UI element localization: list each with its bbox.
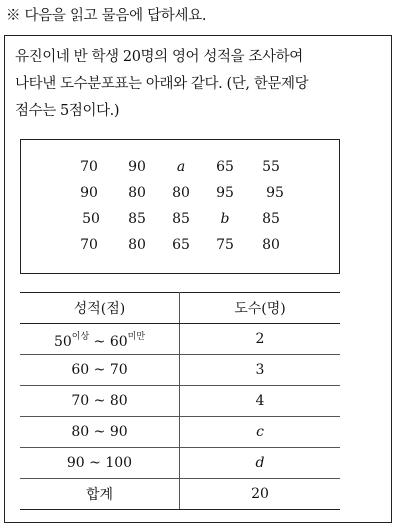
range-end: 90	[109, 424, 128, 440]
problem-line: 유진이네 반 학생 20명의 영어 성적을 조사하여	[15, 49, 303, 65]
score-range-cell	[20, 355, 180, 386]
score-value: 75	[216, 237, 234, 253]
frequency-value: c	[256, 424, 264, 440]
problem-line: 점수는 5점이다.)	[15, 103, 120, 119]
score-value: 70	[80, 237, 98, 253]
score-value: 95	[266, 185, 284, 201]
range-separator: ~	[89, 424, 110, 440]
header-frequency: 도수(명)	[180, 293, 341, 324]
score-range-cell	[20, 448, 180, 479]
frequency-value: 4	[255, 393, 265, 409]
problem-statement	[15, 44, 385, 125]
problem-box	[4, 35, 392, 523]
problem-line: 나타낸 도수분포표는 아래와 같다. (단, 한문제당	[15, 76, 309, 92]
table-row	[20, 448, 340, 479]
range-start: 60	[71, 362, 90, 378]
score-data-box	[20, 139, 340, 274]
score-value: b	[220, 211, 230, 227]
total-row	[20, 479, 340, 510]
frequency-value: 2	[255, 331, 265, 347]
range-separator: ~	[84, 455, 106, 471]
frequency-value: 3	[255, 362, 265, 378]
frequency-value: d	[255, 455, 265, 471]
score-value: 80	[262, 237, 280, 253]
frequency-cell	[180, 448, 341, 479]
score-value: 80	[128, 237, 146, 253]
range-end: 100	[105, 455, 133, 471]
score-value: a	[176, 159, 186, 175]
header-score: 성적(점)	[20, 293, 180, 324]
range-separator: ~	[89, 333, 110, 350]
table-body	[20, 324, 340, 510]
range-end: 70	[109, 362, 128, 378]
range-start: 80	[71, 424, 90, 440]
frequency-cell	[180, 355, 341, 386]
table-row	[20, 324, 340, 355]
range-separator: ~	[89, 362, 110, 378]
score-value: 70	[80, 159, 98, 175]
score-range-cell	[20, 417, 180, 448]
score-value: 50	[82, 211, 100, 227]
table-row	[20, 417, 340, 448]
table-header-row	[20, 293, 340, 324]
score-value: 55	[262, 159, 280, 175]
range-start: 50	[53, 333, 72, 350]
frequency-cell	[180, 324, 341, 355]
range-end: 80	[109, 393, 128, 409]
score-value: 80	[128, 185, 146, 201]
range-start: 90	[66, 455, 85, 471]
score-value: 95	[216, 185, 234, 201]
score-range-cell	[20, 324, 180, 355]
score-value: 85	[262, 211, 280, 227]
score-range-cell	[20, 386, 180, 417]
score-grid	[21, 140, 339, 273]
range-separator: ~	[89, 393, 110, 409]
score-value: 90	[128, 159, 146, 175]
score-value: 90	[80, 185, 98, 201]
range-start: 70	[71, 393, 90, 409]
table-row	[20, 355, 340, 386]
table-row	[20, 386, 340, 417]
score-value: 85	[172, 211, 190, 227]
instruction-text: ※ 다음을 읽고 물음에 답하세요.	[6, 8, 207, 24]
range-end-note: 미만	[127, 331, 146, 342]
frequency-cell	[180, 386, 341, 417]
score-value: 65	[172, 237, 190, 253]
frequency-table	[20, 292, 340, 510]
total-value: 20	[180, 479, 341, 510]
score-value: 85	[128, 211, 146, 227]
range-end: 60	[109, 333, 128, 350]
frequency-cell	[180, 417, 341, 448]
score-value: 80	[172, 185, 190, 201]
score-value: 65	[216, 159, 234, 175]
total-label: 합계	[20, 479, 180, 510]
range-start-note: 이상	[71, 331, 90, 342]
